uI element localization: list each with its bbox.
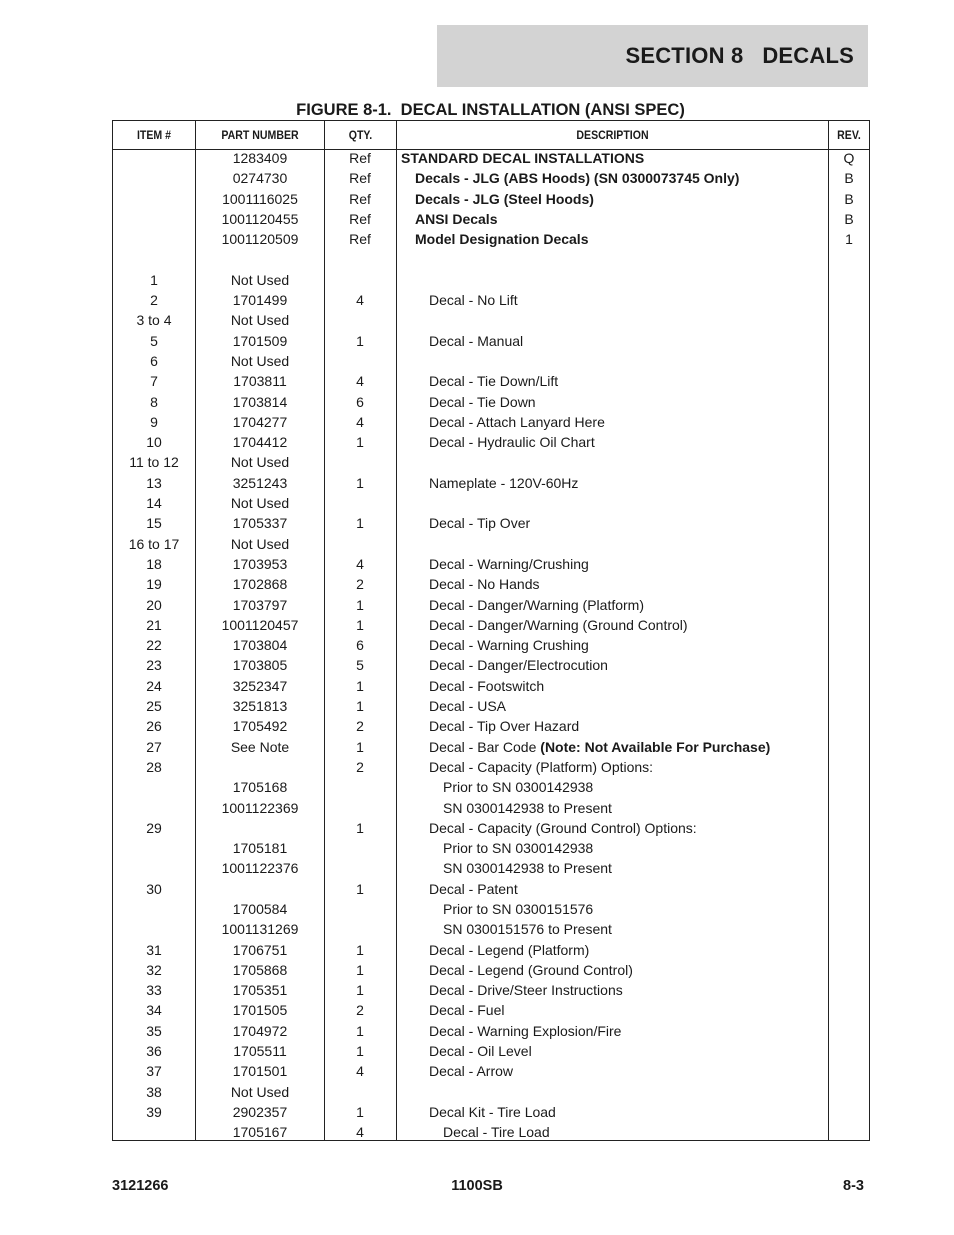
- description-note: (Note: Not Available For Purchase): [540, 738, 771, 755]
- quantity: 1: [356, 616, 364, 633]
- item-number: 23: [146, 657, 162, 674]
- description: [397, 209, 845, 229]
- item-number: 6: [150, 352, 158, 369]
- part-number: 1001120509: [221, 231, 299, 248]
- description: [397, 716, 859, 736]
- table-row: [113, 371, 869, 391]
- part-number: 1701501: [232, 1063, 288, 1080]
- item-number: 9: [150, 413, 158, 430]
- part-number: 0274730: [232, 170, 288, 187]
- header-qty: QTY.: [348, 128, 373, 142]
- description: [397, 189, 845, 209]
- decal-parts-table: [112, 120, 870, 1141]
- table-row: [113, 1061, 869, 1081]
- table-row: [113, 229, 869, 249]
- item-number: 26: [146, 718, 162, 735]
- table-row: [113, 1041, 869, 1061]
- description: [397, 1102, 859, 1122]
- description: [397, 148, 831, 168]
- item-number: 28: [146, 758, 162, 775]
- quantity: 2: [356, 718, 364, 735]
- item-number: 18: [146, 555, 162, 572]
- description-text: Decal - Capacity (Platform) Options:: [429, 758, 654, 775]
- description-text: Decal - Danger/Electrocution: [429, 657, 608, 674]
- part-number: 1705167: [232, 1124, 288, 1141]
- description-text: Decal - Hydraulic Oil Chart: [429, 434, 595, 451]
- quantity: 4: [356, 1063, 364, 1080]
- description: [397, 798, 873, 818]
- description-text: Decal - Warning Crushing: [429, 637, 589, 654]
- item-number: 1: [150, 271, 158, 288]
- item-number: 21: [146, 616, 162, 633]
- description-text: Nameplate - 120V-60Hz: [429, 474, 579, 491]
- description-text: SN 0300142938 to Present: [443, 860, 612, 877]
- description: [397, 1041, 859, 1061]
- header-rev: REV.: [837, 128, 861, 142]
- description-text: SN 0300142938 to Present: [443, 799, 612, 816]
- table-row: [113, 249, 869, 269]
- description-text: Decal - Bar Code: [429, 738, 541, 755]
- item-number: 16 to 17: [128, 535, 180, 552]
- description: [397, 392, 859, 412]
- table-row: [113, 879, 869, 899]
- description: [397, 473, 859, 493]
- description-text: Decal - Manual: [429, 332, 524, 349]
- table-row: [113, 209, 869, 229]
- table-row: [113, 1021, 869, 1041]
- quantity: 4: [356, 413, 364, 430]
- part-number: Not Used: [230, 1083, 290, 1100]
- description: [397, 757, 859, 777]
- figure-title: FIGURE 8-1. DECAL INSTALLATION (ANSI SPEC): [296, 101, 685, 119]
- part-number: 1001131269: [221, 921, 299, 938]
- description-text: SN 0300151576 to Present: [443, 921, 612, 938]
- quantity: 4: [356, 373, 364, 390]
- table-row: [113, 858, 869, 878]
- part-number: 3251243: [232, 474, 288, 491]
- table-row: [113, 1122, 869, 1142]
- description-text: Decal - Fuel: [429, 1002, 505, 1019]
- item-number: 20: [146, 596, 162, 613]
- item-number: 19: [146, 576, 162, 593]
- item-number: 7: [150, 373, 158, 390]
- description: [397, 960, 859, 980]
- description-text: Decal - Warning Explosion/Fire: [429, 1022, 622, 1039]
- description: [397, 655, 859, 675]
- description: [397, 554, 859, 574]
- quantity: 1: [356, 332, 364, 349]
- item-number: 32: [146, 961, 162, 978]
- description: [397, 879, 859, 899]
- description: [397, 371, 859, 391]
- item-number: 37: [146, 1063, 162, 1080]
- description: [397, 432, 859, 452]
- description: [397, 737, 859, 757]
- part-number: 1705868: [232, 961, 288, 978]
- table-row: [113, 493, 869, 513]
- quantity: 1: [356, 819, 364, 836]
- part-number: 2902357: [232, 1103, 288, 1120]
- item-number: 15: [146, 515, 162, 532]
- description-text: Decal - Tie Down/Lift: [429, 373, 559, 390]
- quantity: 1: [356, 941, 364, 958]
- part-number: 1705351: [232, 982, 288, 999]
- description: [397, 412, 859, 432]
- item-number: 31: [146, 941, 162, 958]
- description: [397, 1000, 859, 1020]
- part-number: 1704412: [232, 434, 288, 451]
- description: [397, 818, 859, 838]
- part-number: Not Used: [230, 535, 290, 552]
- table-row: [113, 1000, 869, 1020]
- table-row: [113, 351, 869, 371]
- table-row: [113, 737, 869, 757]
- quantity: Ref: [349, 231, 371, 248]
- section-title: SECTION 8 DECALS: [625, 43, 854, 68]
- description: [397, 899, 873, 919]
- description-text: Decal Kit - Tire Load: [429, 1103, 556, 1120]
- quantity: 1: [356, 1022, 364, 1039]
- table-row: [113, 392, 869, 412]
- table-row: [113, 818, 869, 838]
- part-number: 1703811: [233, 373, 287, 390]
- description-text: Decal - Tire Load: [443, 1124, 550, 1141]
- revision: B: [844, 190, 854, 207]
- item-number: 34: [146, 1002, 162, 1019]
- quantity: 1: [356, 474, 364, 491]
- description: [397, 635, 859, 655]
- part-number: Not Used: [230, 312, 290, 329]
- table-row: [113, 777, 869, 797]
- part-number: 1701509: [232, 332, 288, 349]
- table-row: [113, 473, 869, 493]
- revision: B: [844, 170, 854, 187]
- table-row: [113, 1082, 869, 1102]
- table-row: [113, 615, 869, 635]
- table-row: [113, 899, 869, 919]
- item-number: 3 to 4: [136, 312, 172, 329]
- item-number: 38: [146, 1083, 162, 1100]
- part-number: Not Used: [230, 271, 290, 288]
- description: [397, 615, 859, 635]
- part-number: 1701499: [232, 292, 288, 309]
- revision: B: [844, 210, 854, 227]
- part-number: 1703953: [232, 555, 288, 572]
- table-row: [113, 310, 869, 330]
- description: [397, 595, 859, 615]
- description-text: Model Designation Decals: [415, 231, 589, 248]
- table-row: [113, 554, 869, 574]
- footer-page-number: 8-3: [843, 1178, 864, 1194]
- part-number: 1700584: [232, 900, 288, 917]
- part-number: 1706751: [232, 941, 288, 958]
- table-row: [113, 574, 869, 594]
- table-row: [113, 919, 869, 939]
- description: [397, 980, 859, 1000]
- description-text: Decal - Warning/Crushing: [429, 555, 589, 572]
- description-text: Decal - No Lift: [429, 292, 518, 309]
- table-row: [113, 757, 869, 777]
- table-row: [113, 513, 869, 533]
- part-number: 1705168: [232, 779, 288, 796]
- table-row: [113, 798, 869, 818]
- item-number: 25: [146, 698, 162, 715]
- quantity: 6: [356, 637, 364, 654]
- quantity: 1: [356, 738, 364, 755]
- quantity: 2: [356, 1002, 364, 1019]
- description: [397, 1021, 859, 1041]
- item-number: 14: [146, 495, 162, 512]
- item-number: 8: [150, 393, 158, 410]
- item-number: 2: [150, 292, 158, 309]
- description-text: Decal - Legend (Platform): [429, 941, 590, 958]
- part-number: 1702868: [232, 576, 288, 593]
- quantity: 6: [356, 393, 364, 410]
- description-text: Decal - Arrow: [429, 1063, 514, 1080]
- table-header: [113, 121, 869, 150]
- description: [397, 919, 873, 939]
- header-description: DESCRIPTION: [576, 128, 649, 142]
- description-text: ANSI Decals: [415, 210, 498, 227]
- quantity: 5: [356, 657, 364, 674]
- part-number: Not Used: [230, 454, 290, 471]
- table-row: [113, 148, 869, 168]
- item-number: 22: [146, 637, 162, 654]
- part-number: 1703805: [232, 657, 288, 674]
- description: [397, 168, 845, 188]
- description: [397, 838, 873, 858]
- part-number: 1001122369: [221, 799, 299, 816]
- item-number: 5: [150, 332, 158, 349]
- part-number: 1001120457: [221, 616, 299, 633]
- revision: Q: [843, 150, 855, 166]
- item-number: 35: [146, 1022, 162, 1039]
- description-text: Decal - Footswitch: [429, 677, 545, 694]
- quantity: 1: [356, 982, 364, 999]
- table-row: [113, 270, 869, 290]
- part-number: 1705511: [233, 1043, 287, 1060]
- item-number: 13: [146, 474, 162, 491]
- table-row: [113, 838, 869, 858]
- description: [397, 1061, 859, 1081]
- quantity: 2: [356, 758, 364, 775]
- quantity: 1: [356, 515, 364, 532]
- table-row: [113, 595, 869, 615]
- description: [397, 513, 859, 533]
- description: [397, 940, 859, 960]
- quantity: 1: [356, 596, 364, 613]
- description-text: Decal - Oil Level: [429, 1043, 532, 1060]
- part-number: 1283409: [232, 150, 288, 166]
- section-header: [437, 25, 868, 87]
- item-number: 30: [146, 880, 162, 897]
- item-number: 10: [146, 434, 162, 451]
- description-text: Decal - No Hands: [429, 576, 540, 593]
- table-row: [113, 534, 869, 554]
- part-number: 3252347: [232, 677, 288, 694]
- description-text: Prior to SN 0300142938: [443, 840, 594, 857]
- item-number: 29: [146, 819, 162, 836]
- quantity: 1: [356, 880, 364, 897]
- description-text: Decal - Legend (Ground Control): [429, 961, 633, 978]
- description-text: Decal - Tie Down: [429, 393, 536, 410]
- part-number: 3251813: [232, 698, 288, 715]
- description-text: Decal - Patent: [429, 880, 518, 897]
- description-text: Decals - JLG (Steel Hoods): [415, 190, 594, 207]
- description-text: Prior to SN 0300151576: [443, 900, 594, 917]
- description: [397, 696, 859, 716]
- quantity: Ref: [349, 170, 371, 187]
- table-row: [113, 940, 869, 960]
- part-number: 1001120455: [221, 210, 299, 227]
- part-number: 1703797: [232, 596, 288, 613]
- header-part-number: PART NUMBER: [221, 128, 299, 142]
- footer-model: 1100SB: [451, 1178, 503, 1194]
- item-number: 33: [146, 982, 162, 999]
- table-row: [113, 452, 869, 472]
- part-number: 1001116025: [222, 190, 298, 207]
- description-text: Decal - USA: [429, 698, 507, 715]
- description: [397, 290, 859, 310]
- item-number: 36: [146, 1043, 162, 1060]
- description-text: Decal - Capacity (Ground Control) Options:: [429, 819, 697, 836]
- quantity: Ref: [349, 150, 371, 166]
- description-text: Decal - Danger/Warning (Ground Control): [429, 616, 688, 633]
- description: [397, 331, 859, 351]
- table-row: [113, 412, 869, 432]
- table-row: [113, 290, 869, 310]
- table-row: [113, 168, 869, 188]
- table-body: [113, 148, 869, 1143]
- part-number: See Note: [230, 738, 290, 755]
- description: [397, 676, 859, 696]
- footer-document-number: 3121266: [112, 1178, 169, 1194]
- part-number: Not Used: [230, 352, 290, 369]
- table-row: [113, 635, 869, 655]
- item-number: 27: [146, 738, 162, 755]
- description: [397, 858, 873, 878]
- revision: 1: [845, 231, 853, 248]
- description: [397, 574, 859, 594]
- description: [397, 1122, 873, 1142]
- header-item: ITEM #: [136, 128, 172, 142]
- description-text: Decal - Drive/Steer Instructions: [429, 982, 623, 999]
- quantity: Ref: [349, 190, 371, 207]
- part-number: 1704972: [232, 1022, 288, 1039]
- part-number: 1703804: [232, 637, 288, 654]
- description-text: STANDARD DECAL INSTALLATIONS: [401, 150, 645, 166]
- table-row: [113, 331, 869, 351]
- quantity: 1: [356, 698, 364, 715]
- quantity: 1: [356, 677, 364, 694]
- description-text: Decals - JLG (ABS Hoods) (SN 0300073745 Only): [415, 170, 740, 187]
- quantity: 4: [356, 1124, 364, 1141]
- table-row: [113, 1102, 869, 1122]
- table-row: [113, 696, 869, 716]
- description-text: Prior to SN 0300142938: [443, 779, 594, 796]
- part-number: 1701505: [232, 1002, 288, 1019]
- quantity: 1: [356, 961, 364, 978]
- item-number: 39: [146, 1103, 162, 1120]
- description: [397, 229, 845, 249]
- part-number: 1705492: [232, 718, 288, 735]
- quantity: 1: [356, 1103, 364, 1120]
- quantity: 4: [356, 292, 364, 309]
- table-row: [113, 676, 869, 696]
- part-number: 1705181: [232, 840, 288, 857]
- description-text: Decal - Attach Lanyard Here: [429, 413, 605, 430]
- part-number: 1703814: [232, 393, 288, 410]
- table-row: [113, 432, 869, 452]
- description-text: Decal - Danger/Warning (Platform): [429, 596, 644, 613]
- item-number: 11 to 12: [129, 454, 179, 471]
- table-row: [113, 716, 869, 736]
- quantity: 1: [356, 1043, 364, 1060]
- description-text: Decal - Tip Over: [429, 515, 531, 532]
- quantity: 4: [356, 555, 364, 572]
- description: [397, 777, 873, 797]
- table-row: [113, 960, 869, 980]
- part-number: 1705337: [232, 515, 288, 532]
- item-number: 24: [146, 677, 162, 694]
- table-row: [113, 655, 869, 675]
- quantity: Ref: [349, 210, 371, 227]
- part-number: 1001122376: [221, 860, 299, 877]
- part-number: Not Used: [230, 495, 290, 512]
- quantity: 2: [356, 576, 364, 593]
- table-row: [113, 189, 869, 209]
- description-text: Decal - Tip Over Hazard: [429, 718, 580, 735]
- quantity: 1: [356, 434, 364, 451]
- table-row: [113, 980, 869, 1000]
- part-number: 1704277: [232, 413, 288, 430]
